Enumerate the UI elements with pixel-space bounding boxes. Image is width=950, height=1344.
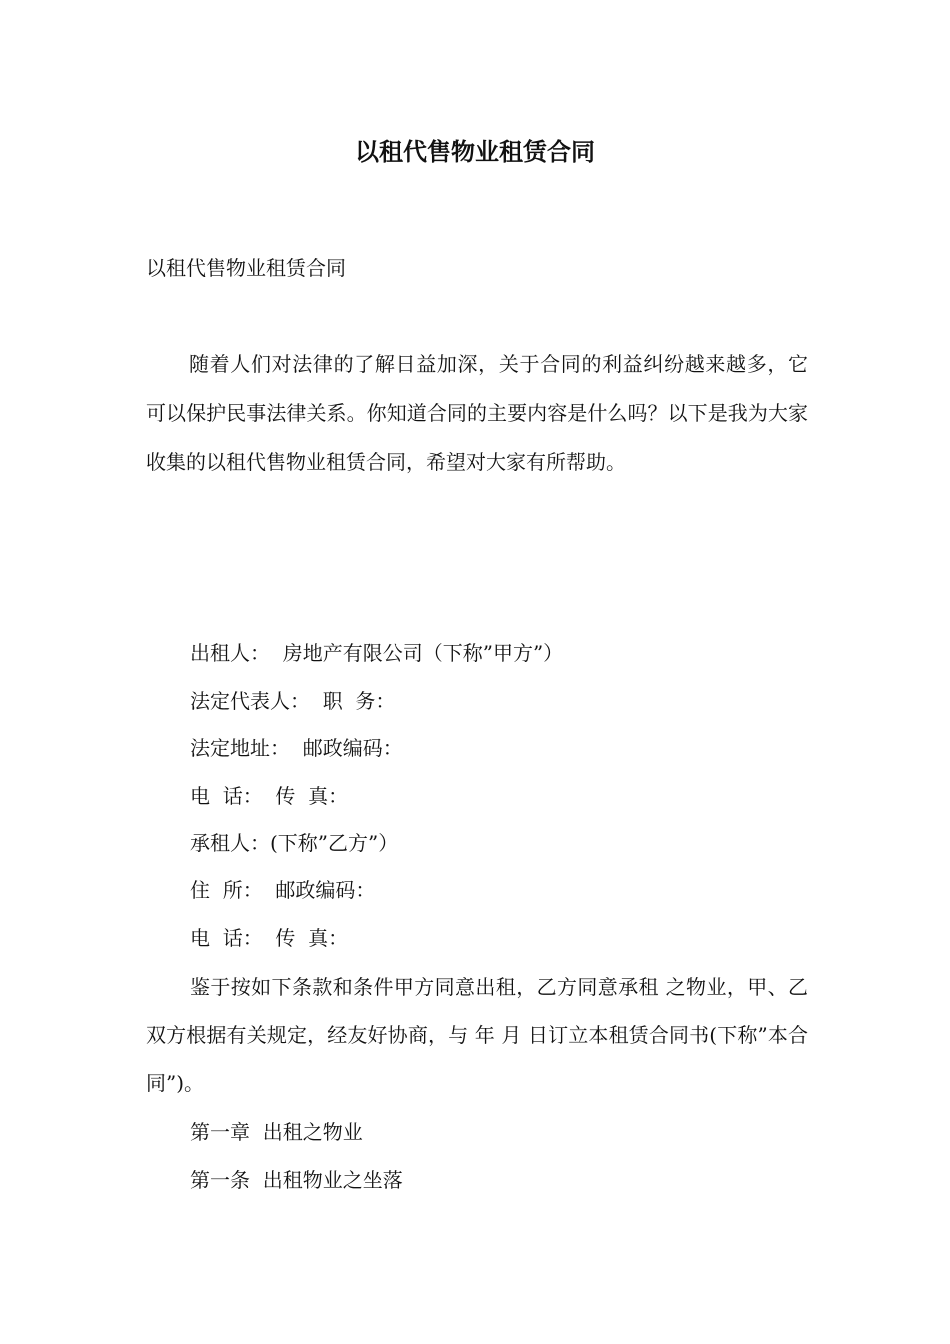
document-title: 以租代售物业租赁合同 (355, 138, 595, 166)
residence-line: 住 所： 邮政编码： (190, 878, 376, 902)
intro-paragraph: 随着人们对法律的了解日益加深，关于合同的利益纠纷越来越多，它可以保护民事法律关系。你知道合同的主要内容是什么吗？以下是我为大家收集的以租代售物业租赁合同，希望对大家有所帮助。 (146, 352, 808, 474)
lessee-phone-line: 电 话： 传 真： (190, 926, 349, 950)
legal-address-line: 法定地址： 邮政编码： (190, 736, 403, 760)
chapter-heading: 第一章 出租之物业 (190, 1120, 363, 1144)
lessor-line: 出租人： 房地产有限公司（下称”甲方”） (190, 641, 564, 665)
agreement-paragraph: 鉴于按如下条款和条件甲方同意出租，乙方同意承租 之物业，甲、乙双方根据有关规定，经友好协商，与 年 月 日订立本租赁合同书(下称”本合同”)。 (146, 975, 808, 1095)
document-subtitle: 以租代售物业租赁合同 (146, 256, 346, 280)
article-heading: 第一条 出租物业之坐落 (190, 1168, 403, 1192)
lessee-line: 承租人：(下称”乙方”） (190, 831, 399, 855)
legal-representative-line: 法定代表人： 职 务： (190, 689, 396, 713)
lessor-phone-line: 电 话： 传 真： (190, 784, 349, 808)
